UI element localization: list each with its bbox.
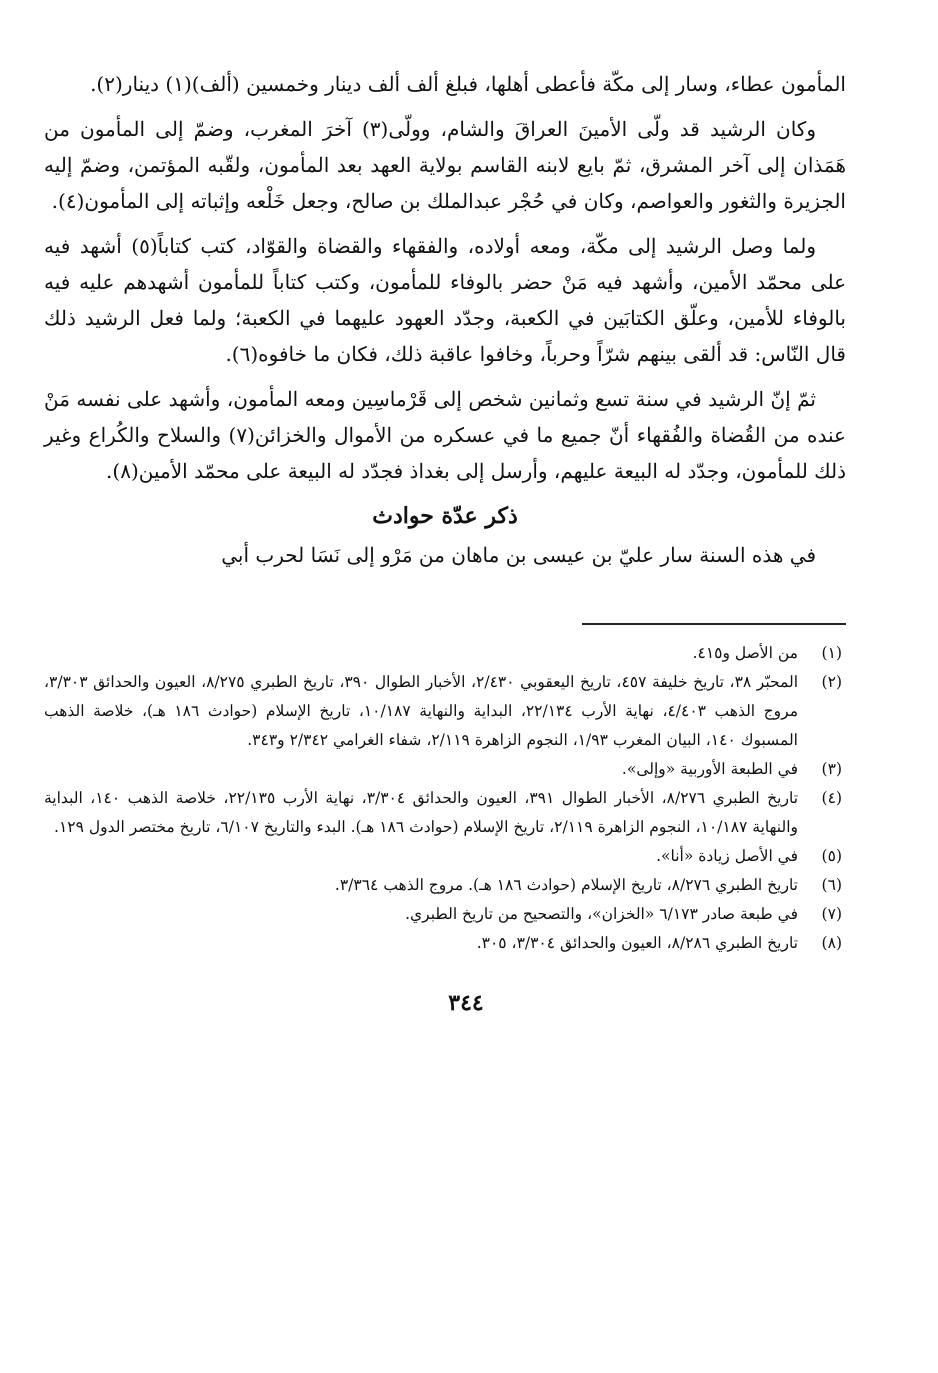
- footnote-number: (٧): [821, 905, 842, 923]
- closing-paragraph: في هذه السنة سار عليّ بن عيسى بن ماهان من مَرْو إلى نَسَا لحرب أبي: [221, 543, 816, 567]
- footnote-5: [44, 842, 846, 871]
- footnote-3: [44, 755, 846, 784]
- footnote-text: المحبّر ٣٨، تاريخ خليفة ٤٥٧، تاريخ اليعقوبي ٢/٤٣٠، الأخبار الطوال ٣٩٠، تاريخ الطبري ٨/٢٧٥، العيون والحدائق ٣/٣٠٣، مروج الذهب ٤/٤٠٣، نهاية الأرب ٢٢/١٣٤، البداية والنهاية ١٠/١٨٧، تاريخ الإسلام (حوادث ١٨٦ هـ)، خلاصة الذهب المسبوك ١٤٠، البيان المغرب ١/٩٣، النجوم الزاهرة ٢/١١٩، شفاء الغرامي ٢/٣٤٢ و٣٤٣.: [44, 673, 799, 749]
- footnote-number: (١): [821, 644, 842, 662]
- footnote-number: (٥): [821, 847, 842, 865]
- footnote-number: (٤): [821, 789, 842, 807]
- footnote-6: [44, 871, 846, 900]
- footnotes: [44, 639, 846, 958]
- footnote-7: [44, 900, 846, 929]
- closing-text: [44, 537, 846, 573]
- footnote-text: في الأصل زيادة «أنا».: [656, 847, 798, 865]
- footnote-text: في الطبعة الأوربية «وإلى».: [621, 760, 798, 778]
- footnote-number: (٣): [821, 760, 842, 778]
- footnote-text: من الأصل و٤١٥.: [692, 644, 798, 662]
- footnote-divider: [582, 623, 846, 625]
- section-heading: ذكر عدّة حوادث: [372, 503, 518, 529]
- footnote-text: تاريخ الطبري ٨/٢٨٦، العيون والحدائق ٣/٣٠٤، ٣٠٥.: [476, 934, 798, 952]
- footnote-number: (٨): [821, 934, 842, 952]
- footnote-text: تاريخ الطبري ٨/٢٧٦، الأخبار الطوال ٣٩١، العيون والحدائق ٣/٣٠٤، نهاية الأرب ٢٢/١٣٥، خلاصة الذهب ١٤٠، البداية والنهاية ١٠/١٨٧، النجوم الزاهرة ٢/١١٩، تاريخ الإسلام (حوادث ١٨٦ هـ). البدء والتاريخ ٦/١٠٧، تاريخ مختصر الدول ١٢٩.: [44, 789, 799, 836]
- page-number: ٣٤٤: [448, 990, 484, 1016]
- footnote-1: [44, 639, 846, 668]
- footnote-text: في طبعة صادر ٦/١٧٣ «الخزان»، والتصحيح من تاريخ الطبري.: [405, 905, 798, 923]
- footnote-number: (٦): [821, 876, 842, 894]
- footnote-number: (٢): [821, 673, 842, 691]
- footnote-4: [44, 784, 846, 842]
- paragraph-3: ولما وصل الرشيد إلى مكّة، ومعه أولاده، والفقهاء والقضاة والقوّاد، كتب كتاباً(٥) أشهد فيه على محمّد الأمين، وأشهد فيه مَنْ حضر بالوفاء للمأمون، وكتب كتاباً للمأمون أشهدهم عليه فيه بالوفاء للأمين، وعلّق الكتابَين في الكعبة، وجدّد العهود عليهما في الكعبة؛ ولما فعل الرشيد ذلك قال النّاس: قد ألقى بينهم شرّاً وحرباً، وخافوا عاقبة ذلك، فكان ما خافوه(٦).: [44, 234, 846, 366]
- footnote-2: [44, 668, 846, 755]
- paragraph-1: المأمون عطاء، وسار إلى مكّة فأعطى أهلها، فبلغ ألف ألف دينار وخمسين (ألف)(١) دينار(٢).: [90, 72, 846, 96]
- paragraph-2: وكان الرشيد قد ولّى الأمينَ العراقَ والشام، وولّى(٣) آخرَ المغرب، وضمّ إلى المأمون من هَمَذان إلى آخر المشرق، ثمّ بايع لابنه القاسم بولاية العهد بعد المأمون، ولقّبه المؤتمن، وضمّ إليه الجزيرة والثغور والعواصم، وكان في حُجْر عبدالملك بن صالح، وجعل خَلْعه وإثباته إلى المأمون(٤).: [44, 117, 846, 213]
- main-text: [44, 66, 846, 489]
- paragraph-4: ثمّ إنّ الرشيد في سنة تسع وثمانين شخص إلى قَرْماسِين ومعه المأمون، وأشهد على نفسه مَنْ عنده من القُضاة والفُقهاء أنّ جميع ما في عسكره من الأموال والخزائن(٧) والسلاح والكُراع وغير ذلك للمأمون، وجدّد له البيعة عليهم، وأرسل إلى بغداذ فجدّد له البيعة على محمّد الأمين(٨).: [44, 387, 846, 483]
- footnote-8: [44, 929, 846, 958]
- footnote-text: تاريخ الطبري ٨/٢٧٦، تاريخ الإسلام (حوادث ١٨٦ هـ). مروج الذهب ٣/٣٦٤.: [334, 876, 798, 894]
